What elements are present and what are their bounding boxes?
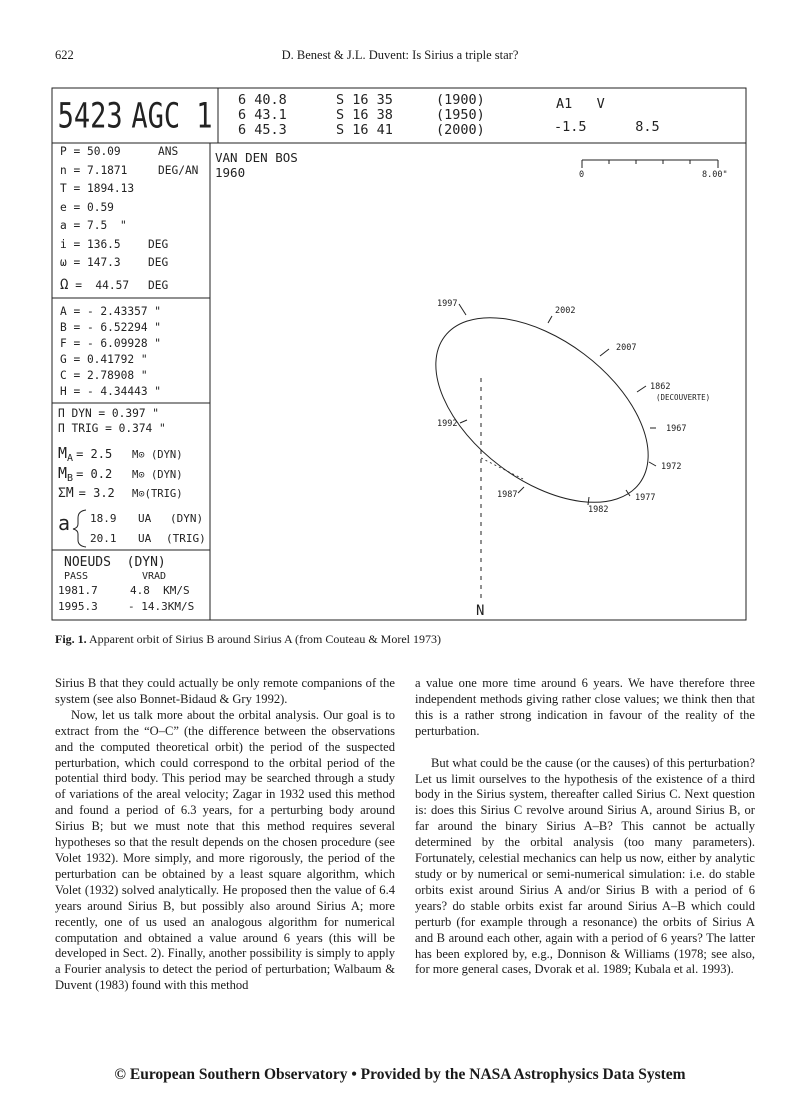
semi-axis-trig-unit: UA	[138, 532, 152, 545]
epoch-2000: (2000)	[436, 122, 485, 138]
elem-p-val: = 50.09	[73, 145, 121, 158]
node-1-pass: 1981.7	[58, 584, 98, 597]
const-f: F = - 6.09928 "	[60, 337, 162, 350]
elem-t-val: = 1894.13	[73, 182, 135, 195]
figure-caption	[55, 632, 745, 647]
mass-b-val: = 0.2	[76, 467, 113, 481]
orbit-label-1982: 1982	[588, 505, 609, 515]
elem-p-unit: ANS	[158, 145, 179, 158]
elem-e-sym: e	[60, 201, 67, 214]
mass-b-label: M	[58, 464, 68, 482]
mass-a-unit: M⊙ (DYN)	[132, 449, 183, 461]
orbit-label-1972: 1972	[661, 462, 682, 472]
caption-text: Apparent orbit of Sirius B around Sirius A (from Couteau & Morel 1973)	[89, 632, 441, 646]
semi-axis-dyn-unit: UA	[138, 512, 152, 525]
orbit-label-1967: 1967	[666, 424, 687, 434]
elem-e-val: = 0.59	[73, 201, 114, 214]
elem-omega-unit: DEG	[148, 256, 169, 269]
svg-text:P = 50.09	[60, 145, 121, 158]
elem-omega-sym: ω	[60, 256, 67, 269]
elem-i-unit: DEG	[148, 238, 169, 251]
left-column	[55, 676, 395, 994]
ads-footer: © European Southern Observatory • Provided by the NASA Astrophysics Data System	[114, 1066, 686, 1083]
elem-a-val: = 7.5	[73, 219, 108, 232]
svg-text:i = 136.5	[60, 238, 121, 251]
orbit-author: VAN DEN BOS	[215, 150, 298, 165]
semi-axis-dyn-val: 18.9	[90, 512, 117, 525]
right-column	[415, 676, 755, 978]
elem-a-sym: a	[60, 219, 67, 232]
orbit-label-2002: 2002	[555, 306, 576, 316]
elem-n-sym: n	[60, 164, 67, 177]
running-title: D. Benest & J.L. Duvent: Is Sirius a triple star?	[281, 48, 519, 62]
right-paragraph-1: a value one more time around 6 years. We have therefore three independent methods giving rather close values; we think then that this is a rather strong indication in favour of the reality of the perturbation.	[415, 676, 755, 738]
const-c: C = 2.78908 "	[60, 369, 148, 382]
elem-p-sym: P	[60, 145, 67, 158]
node-2-vrad: - 14.3KM/S	[128, 600, 195, 613]
svg-text:n = 7.1871	[60, 164, 127, 177]
orbit-label-1987: 1987	[497, 490, 518, 500]
svg-text:5423	[58, 96, 123, 136]
orbit-label-decouverte: (DECOUVERTE)	[656, 393, 711, 402]
const-h: H = - 4.34443 "	[60, 385, 162, 398]
dec-1950: S 16 38	[336, 107, 393, 123]
id-code: AGC	[131, 96, 181, 137]
semi-axis-brace	[73, 510, 86, 547]
magnitudes: -1.5 8.5	[554, 119, 660, 135]
mass-sum-unit: M⊙(TRIG)	[132, 488, 183, 500]
mass-a-val: = 2.5	[76, 447, 113, 461]
epoch-1900: (1900)	[436, 92, 485, 108]
mass-sum-val: = 3.2	[78, 486, 115, 500]
ra-1950: 6 43.1	[238, 107, 287, 123]
svg-text:MB= 0.2	[58, 464, 112, 484]
orbit-label-1992: 1992	[437, 419, 458, 429]
const-g: G = 0.41792 "	[60, 353, 148, 366]
elem-node-unit: DEG	[148, 279, 169, 292]
mass-a-sub: A	[67, 453, 74, 464]
orbit-label-1997: 1997	[437, 299, 458, 309]
node-1-vrad: 4.8 KM/S	[130, 584, 190, 597]
caption-label: Fig. 1.	[55, 632, 87, 646]
orbit-label-1977: 1977	[635, 493, 656, 503]
orbit-label-1862: 1862	[650, 382, 671, 392]
elem-n-unit: DEG/AN	[158, 164, 199, 177]
elem-omega-val: = 147.3	[73, 256, 121, 269]
svg-text:a = 7.5	[60, 219, 107, 232]
scale-start: 0	[579, 170, 585, 180]
page-number: 622	[55, 48, 74, 62]
orbit-label-2007: 2007	[616, 343, 637, 353]
right-paragraph-2: But what could be the cause (or the causes) of this perturbation? Let us limit ourselves to the hypothesis of the existence of a third body in the Sirius system, thereafter called Sirius C. Next question is: does this Sirius C revolve around Sirius A, around Sirius B, or far around the binary Sirius A–B? This cannot be actually determined by the orbital analysis (too many parameters). Fortunately, celestial mechanics can help us now, either by analytic study or by numerical or semi-numerical simulation: i.e. do stable orbits exist around Sirius A and/or Sirius B with a period of 6 years? do stable orbits exist far around Sirius A–B which could perturb (for example through a resonance) the orbits of Sirius A and B around each other, again with a period of 6 years? The latter has been explored by, e.g., Donnison & Williams (1978; see also, for more general cases, Dvorak et al. 1989; Kubala et al. 1993).	[415, 755, 755, 977]
nodes-head-pass: PASS	[64, 571, 89, 582]
id-number: 5423	[57, 96, 123, 137]
dec-1900: S 16 35	[336, 92, 393, 108]
elem-a-unit: "	[120, 219, 127, 232]
scale-end: 8.00"	[702, 170, 728, 180]
left-paragraph-1: Sirius B that they could actually be only remote companions of the system (see also Bonnet-Bidaud & Gry 1992).	[55, 676, 395, 706]
semi-axis-symbol: a	[58, 511, 71, 535]
mass-b-sub: B	[67, 473, 74, 484]
elem-i-sym: i	[60, 238, 67, 251]
elem-node-sym: Ω	[60, 277, 69, 293]
north-label: N	[476, 603, 485, 619]
elem-t-sym: T	[60, 182, 67, 195]
mass-b-unit: M⊙ (DYN)	[132, 469, 183, 481]
id-index: 1	[196, 96, 213, 137]
nodes-head-vrad: VRAD	[142, 571, 167, 582]
svg-text:e = 0.59	[60, 201, 114, 214]
svg-text:T = 1894.13	[60, 182, 134, 195]
node-2-pass: 1995.3	[58, 600, 98, 613]
const-a: A = - 2.43357 "	[60, 305, 162, 318]
svg-text:1	[196, 96, 212, 136]
spectral-type: A1 V	[556, 96, 605, 112]
semi-axis-trig-kind: (TRIG)	[166, 532, 206, 545]
ra-2000: 6 45.3	[238, 122, 287, 138]
svg-text:AGC	[131, 96, 180, 136]
orbit-author-year: 1960	[215, 165, 246, 180]
mass-a-label: M	[58, 444, 68, 462]
svg-text:MA= 2.5	[58, 444, 112, 464]
dec-2000: S 16 41	[336, 122, 393, 138]
svg-text:Ω = 44.57	[60, 277, 129, 293]
figure-frame	[52, 88, 746, 620]
elem-i-val: = 136.5	[73, 238, 121, 251]
parallax-dyn: Π DYN = 0.397 "	[58, 407, 160, 420]
ra-1900: 6 40.8	[238, 92, 287, 108]
svg-text:ΣM= 3.2	[58, 486, 115, 501]
svg-text:ω = 147.3	[60, 256, 121, 269]
nodes-title: NOEUDS (DYN)	[64, 555, 166, 570]
node-line	[481, 458, 525, 480]
const-b: B = - 6.52294 "	[60, 321, 162, 334]
semi-axis-dyn-kind: (DYN)	[170, 512, 204, 525]
epoch-1950: (1950)	[436, 107, 485, 123]
parallax-trig: Π TRIG = 0.374 "	[58, 422, 166, 435]
mass-sum-label: ΣM	[58, 486, 74, 501]
left-paragraph-2: Now, let us talk more about the orbital analysis. Our goal is to extract from the “O–C” (the difference between the observations and the computed theoretical orbit) the period of the suspected perturbation, which could correspond to the orbital period of the potential third body. This period may be searched through a study of variations of the areal velocity; Zagar in 1932 used this method and found a period of 6.3 years, for a perturbing body around Sirius B; but we must note that this method requires several hypotheses so that the result depends on the chosen procedure (see Volet 1932). More simply, and more rigorously, the period of the perturbation can be obtained by a least square algorithm, which Volet (1932) solved analytically. He proposed then the value of 6.4 years around Sirius B, but possibly also around Sirius A; more recently, one of us used an analogous algorithm for numerical computation and obtained a value around 6 years (this will be developed in Sect. 2). Finally, another possibility is simply to apply a Fourier analysis to detect the period of perturbation; Walbaum & Duvent (1983) found with this method	[55, 707, 395, 993]
semi-axis-trig-val: 20.1	[90, 532, 117, 545]
elem-n-val: = 7.1871	[73, 164, 128, 177]
elem-node-val: = 44.57	[75, 279, 130, 292]
